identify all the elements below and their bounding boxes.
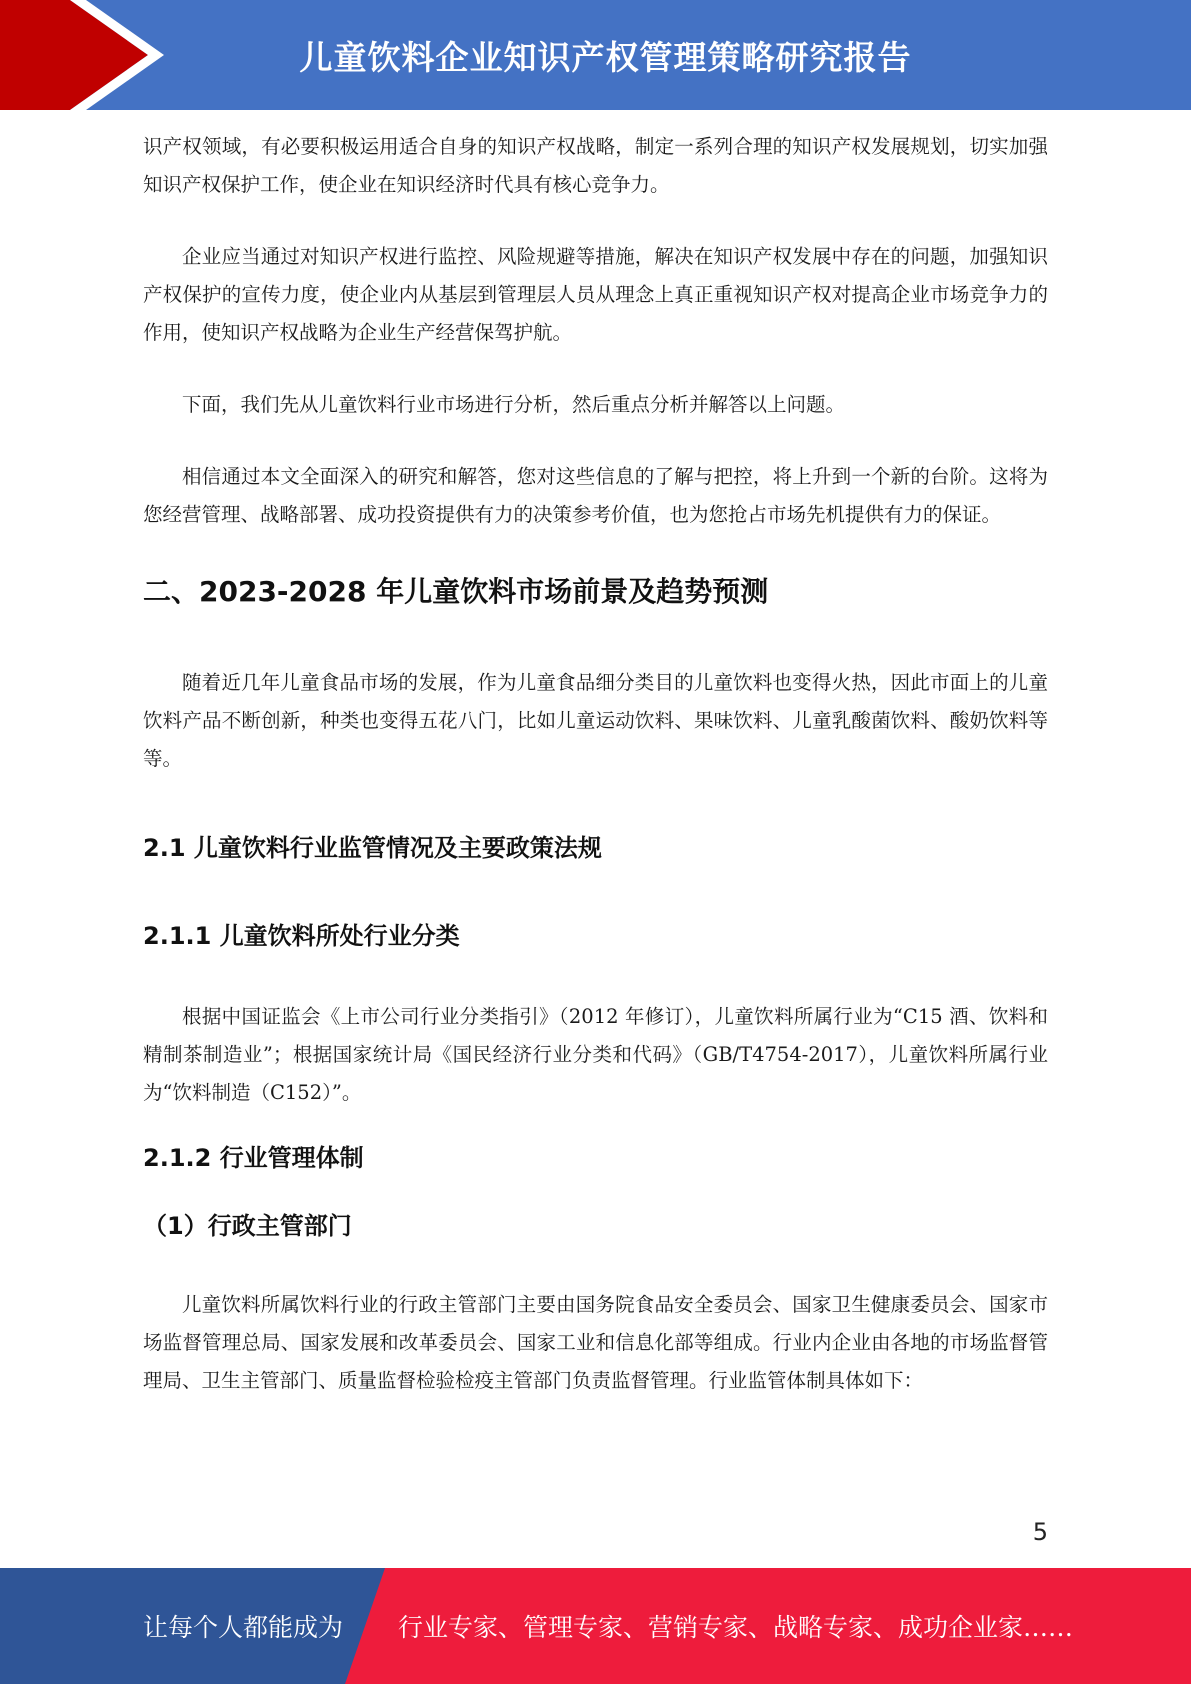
paragraph-5: 随着近几年儿童食品市场的发展，作为儿童食品细分类目的儿童饮料也变得火热，因此市面上的儿童饮料产品不断创新，种类也变得五花八门，比如儿童运动饮料、果味饮料、儿童乳酸菌饮料、酸奶饮料等等。 <box>143 671 1048 770</box>
document-title: 儿童饮料企业知识产权管理策略研究报告 <box>299 37 912 77</box>
section-2-1-1-heading: 2.1.1 儿童饮料所处行业分类 <box>143 922 460 950</box>
page-header <box>0 0 1191 110</box>
paragraph-1: 识产权领域，有必要积极运用适合自身的知识产权战略，制定一系列合理的知识产权发展规划，切实加强知识产权保护工作，使企业在知识经济时代具有核心竞争力。 <box>143 135 1048 196</box>
section-2-heading: 二、2023-2028 年儿童饮料市场前景及趋势预测 <box>143 575 769 608</box>
subsection-1-heading: （1）行政主管部门 <box>143 1212 352 1240</box>
document-body <box>143 128 1048 1400</box>
paragraph-3: 下面，我们先从儿童饮料行业市场进行分析，然后重点分析并解答以上问题。 <box>182 393 846 416</box>
page-footer <box>0 1568 1191 1684</box>
section-2-1-2-heading: 2.1.2 行业管理体制 <box>143 1144 364 1172</box>
paragraph-7: 儿童饮料所属饮料行业的行政主管部门主要由国务院食品安全委员会、国家卫生健康委员会、国家市场监督管理总局、国家发展和改革委员会、国家工业和信息化部等组成。行业内企业由各地的市场监督管理局、卫生主管部门、质量监督检验检疫主管部门负责监督管理。行业监管体制具体如下： <box>143 1293 1048 1392</box>
footer-slogan-left: 让每个人都能成为 <box>143 1613 344 1642</box>
section-2-1-heading: 2.1 儿童饮料行业监管情况及主要政策法规 <box>143 834 602 862</box>
page-number: 5 <box>1032 1518 1048 1546</box>
footer-slogan-right: 行业专家、管理专家、营销专家、战略专家、成功企业家…… <box>398 1613 1074 1642</box>
paragraph-2: 企业应当通过对知识产权进行监控、风险规避等措施，解决在知识产权发展中存在的问题，加强知识产权保护的宣传力度，使企业内从基层到管理层人员从理念上真正重视知识产权对提高企业市场竞争力的作用，使知识产权战略为企业生产经营保驾护航。 <box>143 245 1048 344</box>
paragraph-6: 根据中国证监会《上市公司行业分类指引》（2012 年修订），儿童饮料所属行业为“C15 酒、饮料和精制茶制造业”；根据国家统计局《国民经济行业分类和代码》（GB/T4754-2017），儿童饮料所属行业为“饮料制造（C152）”。 <box>143 1005 1048 1104</box>
paragraph-4: 相信通过本文全面深入的研究和解答，您对这些信息的了解与把控，将上升到一个新的台阶。这将为您经营管理、战略部署、成功投资提供有力的决策参考价值，也为您抢占市场先机提供有力的保证。 <box>143 465 1048 526</box>
